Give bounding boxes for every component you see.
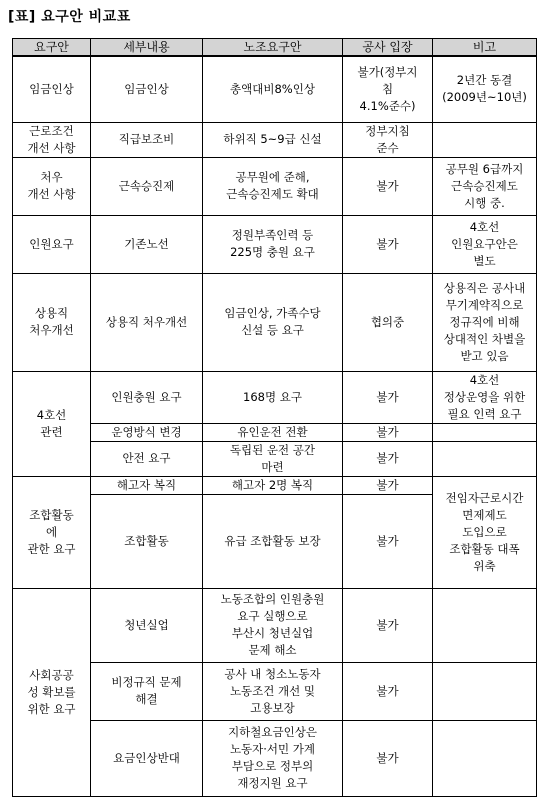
demand-cell: 168명 요구 [203,371,343,423]
detail-cell: 직급보조비 [91,122,203,157]
demand-cell: 공사 내 청소노동자 노동조건 개선 및 고용보장 [203,662,343,720]
table-row [13,122,537,157]
note-cell: 상용직은 공사내 무기계약직으로 정규직에 비해 상대적인 차별을 받고 있음 [433,273,537,371]
header-cell: 공사 입장 [343,39,433,57]
detail-cell: 요금인상반대 [91,720,203,796]
category-cell: 조합활동 에 관한 요구 [13,476,91,588]
detail-cell: 청년실업 [91,588,203,662]
note-cell: 2년간 동결 (2009년~10년) [433,56,537,122]
position-cell: 정부지침 준수 [343,122,433,157]
position-cell: 불가 [343,720,433,796]
detail-cell: 임금인상 [91,56,203,122]
note-cell: 공무원 6급까지 근속승진제도 시행 중. [433,157,537,215]
demand-cell: 노동조합의 인원충원 요구 실행으로 부산시 청년실업 문제 해소 [203,588,343,662]
page-title: [표] 요구안 비교표 [8,9,131,25]
category-cell: 임금인상 [13,56,91,122]
table-row [13,273,537,371]
detail-cell: 운영방식 변경 [91,423,203,441]
detail-cell: 해고자 복직 [91,476,203,494]
note-cell [433,720,537,796]
note-cell [433,662,537,720]
position-cell: 불가 [343,662,433,720]
table-row [13,476,537,494]
header-row [13,39,537,57]
detail-cell: 인원충원 요구 [91,371,203,423]
demand-cell: 하위직 5~9급 신설 [203,122,343,157]
demand-cell: 정원부족인력 등 225명 충원 요구 [203,215,343,273]
position-cell: 불가 [343,476,433,494]
table-row [13,56,537,122]
table-row [13,423,537,441]
demand-cell: 공무원에 준해, 근속승진제도 확대 [203,157,343,215]
detail-cell: 근속승진제 [91,157,203,215]
demand-cell: 독립된 운전 공간 마련 [203,441,343,476]
position-cell: 불가 [343,157,433,215]
position-cell: 불가 [343,423,433,441]
note-cell: 4호선 인원요구안은 별도 [433,215,537,273]
demand-cell: 지하철요금인상은 노동자·서민 가계 부담으로 정부의 재정지원 요구 [203,720,343,796]
position-cell: 불가 [343,441,433,476]
demand-cell: 총액대비8%인상 [203,56,343,122]
demand-cell: 해고자 2명 복직 [203,476,343,494]
detail-cell: 안전 요구 [91,441,203,476]
position-cell: 불가 [343,215,433,273]
detail-cell: 기존노선 [91,215,203,273]
note-cell [433,423,537,441]
table-row [13,720,537,796]
note-cell [433,441,537,476]
note-cell [433,588,537,662]
table-row [13,441,537,476]
category-cell: 상용직 처우개선 [13,273,91,371]
category-cell: 처우 개선 사항 [13,157,91,215]
table-row [13,371,537,423]
note-cell: 전임자근로시간 면제제도 도입으로 조합활동 대폭 위축 [433,476,537,588]
position-cell: 불가(정부지 침 4.1%준수) [343,56,433,122]
position-cell: 불가 [343,371,433,423]
table-row [13,157,537,215]
detail-cell: 비정규직 문제 해결 [91,662,203,720]
category-cell: 사회공공 성 확보를 위한 요구 [13,588,91,796]
demand-cell: 유인운전 전환 [203,423,343,441]
comparison-table [12,38,537,797]
table-row [13,215,537,273]
note-cell [433,122,537,157]
note-cell: 4호선 정상운영을 위한 필요 인력 요구 [433,371,537,423]
position-cell: 불가 [343,494,433,588]
category-cell: 인원요구 [13,215,91,273]
position-cell: 불가 [343,588,433,662]
header-cell: 비고 [433,39,537,57]
header-cell: 노조요구안 [203,39,343,57]
table-row [13,588,537,662]
header-cell: 세부내용 [91,39,203,57]
header-cell: 요구안 [13,39,91,57]
category-cell: 4호선 관련 [13,371,91,476]
position-cell: 협의중 [343,273,433,371]
table-row [13,662,537,720]
demand-cell: 유급 조합활동 보장 [203,494,343,588]
detail-cell: 조합활동 [91,494,203,588]
demand-cell: 임금인상, 가족수당 신설 등 요구 [203,273,343,371]
category-cell: 근로조건 개선 사항 [13,122,91,157]
detail-cell: 상용직 처우개선 [91,273,203,371]
